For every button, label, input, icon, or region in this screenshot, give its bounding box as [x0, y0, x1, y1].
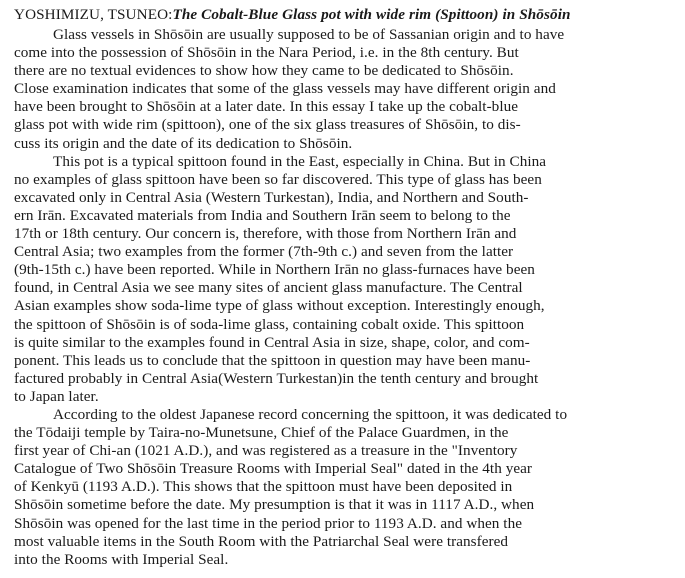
text-line: (9th-15th c.) have been reported. While in Northern Irān no glass-furnaces have been — [14, 261, 535, 279]
text-line: glass pot with wide rim (spittoon), one of the six glass treasures of Shōsōin, to dis- — [14, 116, 521, 134]
article-header — [14, 4, 678, 26]
text-line: cuss its origin and the date of its dedication to Shōsōin. — [14, 134, 353, 152]
text-line: Shōsōin sometime before the date. My presumption is that it was in 1117 A.D., when — [14, 496, 535, 514]
text-line: excavated only in Central Asia (Western Turkestan), India, and Northern and South- — [14, 188, 529, 206]
author-name: YOSHIMIZU, TSUNEO: — [14, 6, 173, 23]
text-line: no examples of glass spittoon have been so far discovered. This type of glass has been — [14, 170, 542, 188]
text-line: there are no textual evidences to show how they came to be dedicated to Shōsōin. — [14, 62, 514, 80]
text-line: This pot is a typical spittoon found in the East, especially in China. But in China — [53, 152, 547, 170]
article-title: The Cobalt-Blue Glass pot with wide rim (Spittoon) in Shōsōin — [172, 6, 571, 23]
text-line: come into the possession of Shōsōin in the Nara Period, i.e. in the 8th century. But — [14, 44, 519, 62]
text-line: Central Asia; two examples from the former (7th-9th c.) and seven from the latter — [14, 243, 514, 261]
text-line: Glass vessels in Shōsōin are usually supposed to be of Sassanian origin and to have — [53, 26, 565, 43]
text-line: to Japan later. — [14, 387, 99, 405]
text-line: Close examination indicates that some of the glass vessels may have different origin and — [14, 80, 556, 98]
text-line: found, in Central Asia we see many sites of ancient glass manufacture. The Central — [14, 279, 523, 297]
text-line: Shōsōin was opened for the last time in the period prior to 1193 A.D. and when the — [14, 514, 523, 532]
paragraph-2 — [14, 153, 678, 406]
text-line: 17th or 18th century. Our concern is, therefore, with those from Northern Irān and — [14, 225, 517, 243]
text-line: Catalogue of Two Shōsōin Treasure Rooms with Imperial Seal" dated in the 4th year — [14, 460, 533, 478]
text-line: ponent. This leads us to conclude that the spittoon in question may have been manu- — [14, 351, 531, 369]
text-line: Asian examples show soda-lime type of glass without exception. Interestingly enough, — [14, 297, 545, 315]
text-line: factured probably in Central Asia(Western Turkestan)in the tenth century and brought — [14, 369, 539, 387]
text-line: According to the oldest Japanese record concerning the spittoon, it was dedicated to — [53, 405, 568, 423]
text-line: into the Rooms with Imperial Seal. — [14, 550, 229, 568]
paragraph-1 — [14, 26, 678, 153]
text-line: ern Irān. Excavated materials from India and Southern Irān seem to belong to the — [14, 206, 511, 224]
text-line: first year of Chi-an (1021 A.D.), and was registered as a treasure in the "Inventory — [14, 442, 518, 460]
text-line: is quite similar to the examples found in Central Asia in size, shape, color, and com- — [14, 333, 530, 351]
text-line: of Kenkyū (1193 A.D.). This shows that the spittoon must have been deposited in — [14, 478, 513, 496]
text-line: most valuable items in the South Room with the Patriarchal Seal were transfered — [14, 532, 509, 550]
text-line: the spittoon of Shōsōin is of soda-lime glass, containing cobalt oxide. This spittoon — [14, 315, 525, 333]
text-line: have been brought to Shōsōin at a later date. In this essay I take up the cobalt-blue — [14, 98, 519, 116]
text-line: the Tōdaiji temple by Taira-no-Munetsune, Chief of the Palace Guardmen, in the — [14, 424, 509, 442]
article-abstract — [14, 4, 678, 569]
paragraph-3 — [14, 406, 678, 569]
